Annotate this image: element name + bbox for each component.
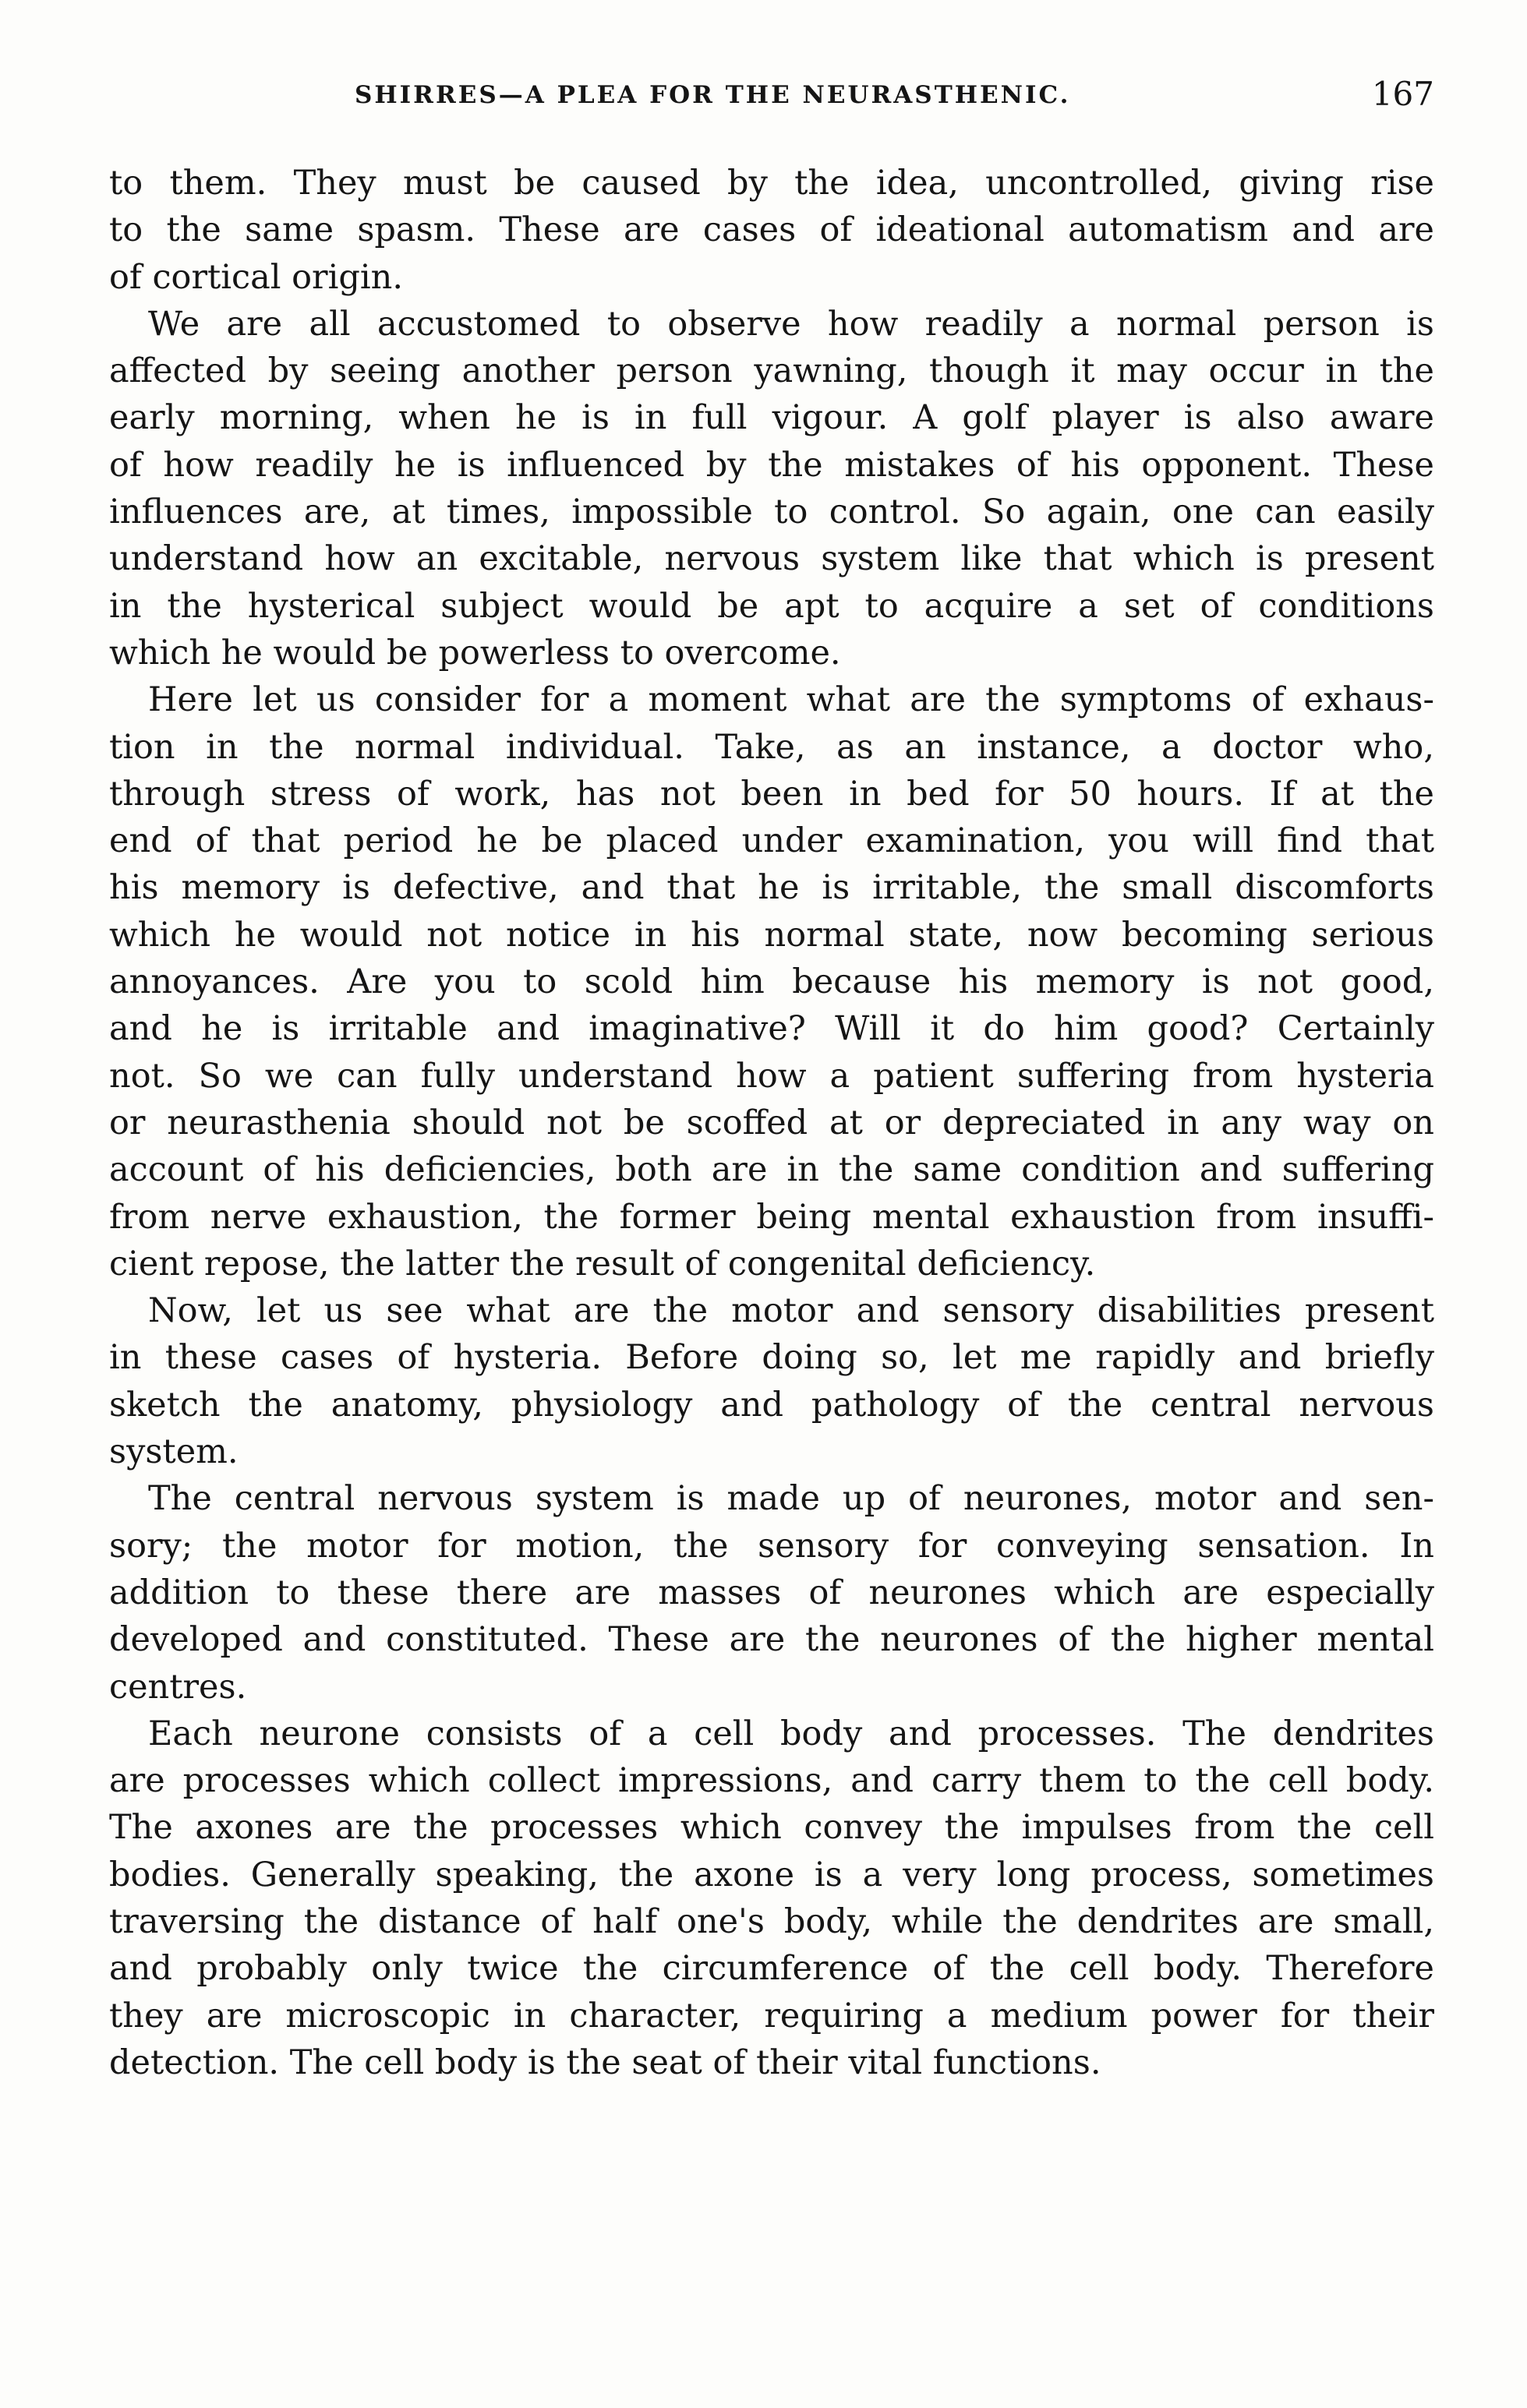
- text-line: centres.: [109, 1667, 247, 1707]
- text-line: of cortical origin.: [109, 257, 404, 297]
- text-line: in these cases of hysteria. Before doing so, let me rapidly and briefly: [109, 1338, 1434, 1378]
- text-line: tion in the normal individual. Take, as an instance, a doctor who,: [109, 727, 1434, 767]
- running-title: SHIRRES—A PLEA FOR THE NEURASTHENIC.: [355, 81, 1071, 109]
- text-line: We are all accustomed to observe how readily a normal person is: [148, 304, 1434, 344]
- text-line: and probably only twice the circumference of the cell body. Therefore: [109, 1949, 1434, 1989]
- text-line: system.: [109, 1432, 239, 1472]
- page-header: [109, 75, 1434, 122]
- paragraph: [109, 160, 1434, 301]
- text-line: they are microscopic in character, requiring a medium power for their: [109, 1996, 1434, 2036]
- text-line: through stress of work, has not been in bed for 50 hours. If at the: [109, 774, 1434, 814]
- paragraph: [109, 1475, 1434, 1710]
- text-line: The axones are the processes which convey the impulses from the cell: [109, 1808, 1434, 1848]
- text-line: Each neurone consists of a cell body and processes. The dendrites: [148, 1714, 1434, 1753]
- text-line: annoyances. Are you to scold him because his memory is not good,: [109, 962, 1434, 1002]
- text-line: to them. They must be caused by the idea, uncontrolled, giving rise: [109, 164, 1434, 203]
- text-line: in the hysterical subject would be apt to acquire a set of conditions: [109, 586, 1434, 626]
- body-text: [109, 160, 1434, 2086]
- text-line: from nerve exhaustion, the former being mental exhaustion from insuffi-: [109, 1197, 1434, 1237]
- text-line: The central nervous system is made up of neurones, motor and sen-: [148, 1479, 1434, 1519]
- text-line: early morning, when he is in full vigour. A golf player is also aware: [109, 398, 1434, 438]
- text-line: cient repose, the latter the result of congenital deficiency.: [109, 1244, 1096, 1283]
- text-line: bodies. Generally speaking, the axone is a very long process, sometimes: [109, 1855, 1434, 1894]
- text-line: end of that period he be placed under examination, you will find that: [109, 821, 1434, 861]
- text-line: Here let us consider for a moment what are the symptoms of exhaus-: [148, 680, 1434, 720]
- text-line: account of his deficiencies, both are in the same condition and suffering: [109, 1150, 1434, 1190]
- paragraph: [109, 1287, 1434, 1475]
- page-number: 167: [1371, 75, 1434, 113]
- paragraph: [109, 1711, 1434, 2086]
- text-line: Now, let us see what are the motor and sensory disabilities present: [148, 1291, 1434, 1331]
- text-line: and he is irritable and imaginative? Will it do him good? Certainly: [109, 1009, 1434, 1049]
- text-line: are processes which collect impressions, and carry them to the cell body.: [109, 1761, 1434, 1801]
- paragraph: [109, 676, 1434, 1287]
- text-line: to the same spasm. These are cases of ideational automatism and are: [109, 210, 1434, 250]
- text-line: of how readily he is influenced by the mistakes of his opponent. These: [109, 445, 1434, 485]
- text-line: traversing the distance of half one's body, while the dendrites are small,: [109, 1901, 1434, 1941]
- text-line: or neurasthenia should not be scoffed at or depreciated in any way on: [109, 1103, 1434, 1142]
- text-line: detection. The cell body is the seat of their vital functions.: [109, 2043, 1101, 2082]
- text-line: influences are, at times, impossible to control. So again, one can easily: [109, 493, 1434, 532]
- text-line: his memory is defective, and that he is irritable, the small discomforts: [109, 868, 1434, 908]
- text-line: affected by seeing another person yawning, though it may occur in the: [109, 351, 1434, 391]
- text-line: sketch the anatomy, physiology and pathology of the central nervous: [109, 1385, 1434, 1425]
- text-line: understand how an excitable, nervous system like that which is present: [109, 539, 1434, 579]
- text-line: developed and constituted. These are the neurones of the higher mental: [109, 1620, 1434, 1660]
- text-line: which he would not notice in his normal state, now becoming serious: [109, 915, 1434, 955]
- text-line: addition to these there are masses of neurones which are especially: [109, 1573, 1434, 1612]
- text-line: which he would be powerless to overcome.: [109, 633, 841, 673]
- text-line: sory; the motor for motion, the sensory for conveying sensation. In: [109, 1526, 1434, 1566]
- paragraph: [109, 301, 1434, 676]
- text-line: not. So we can fully understand how a patient suffering from hysteria: [109, 1056, 1434, 1096]
